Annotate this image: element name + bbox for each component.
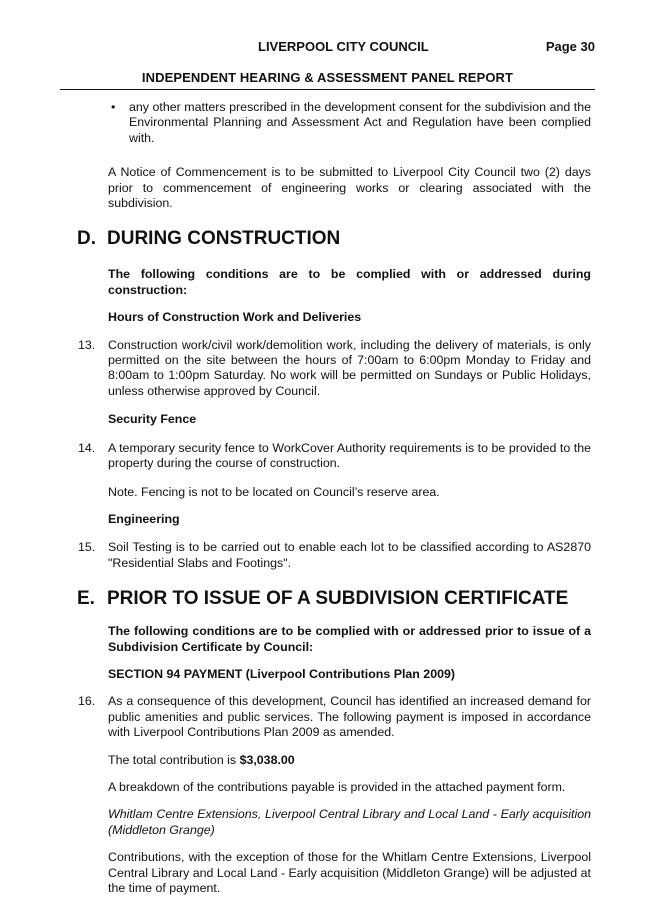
section-d-title: DURING CONSTRUCTION xyxy=(107,228,341,250)
condition-13-number: 13. xyxy=(78,337,96,352)
italic-item: Whitlam Centre Extensions, Liverpool Central Library and Local Land - Early acquisition (Middleton Grange) xyxy=(108,807,591,837)
section-d-intro: The following conditions are to be complied with or addressed during construction: xyxy=(108,267,591,297)
section-d-heading xyxy=(77,228,613,250)
condition-14-text: A temporary security fence to WorkCover Authority requirements is to be provided to the property during the course of construction. xyxy=(108,440,591,471)
condition-14-note: Note. Fencing is not to be located on Council’s reserve area. xyxy=(108,484,440,499)
condition-16-text: As a consequence of this development, Council has identified an increased demand for public amenities and public services. The following payment is imposed in accordance with Liverpool Contributions Plan 2009 as amended. xyxy=(108,694,591,740)
condition-15-text: Soil Testing is to be carried out to enable each lot to be classified according to AS2870 "Residential Slabs and Footings". xyxy=(108,540,591,570)
condition-16-number: 16. xyxy=(78,694,96,709)
condition-14-number: 14. xyxy=(78,440,96,455)
adjustment-paragraph: Contributions, with the exception of those for the Whitlam Centre Extensions, Liverpool Central Library and Local Land - Early acquisition (Middleton Grange) will be adjusted at the time of payment. xyxy=(108,850,591,895)
condition-15-number: 15. xyxy=(78,540,96,555)
total-contribution xyxy=(108,753,591,768)
s94-heading: SECTION 94 PAYMENT (Liverpool Contributions Plan 2009) xyxy=(108,666,455,681)
condition-14 xyxy=(78,440,591,472)
condition-15 xyxy=(78,540,591,571)
bullet-icon: • xyxy=(111,100,116,114)
breakdown-paragraph: A breakdown of the contributions payable is provided in the attached payment form. xyxy=(108,779,566,794)
council-name: LIVERPOOL CITY COUNCIL xyxy=(258,39,429,54)
section-d-letter: D. xyxy=(77,228,96,250)
report-title: INDEPENDENT HEARING & ASSESSMENT PANEL REPORT xyxy=(141,70,514,85)
section-e-letter: E. xyxy=(77,588,95,610)
total-contribution-amount: $3,038.00 xyxy=(239,752,295,767)
bullet-item xyxy=(111,100,591,146)
condition-13-text: Construction work/civil work/demolition work, including the delivery of materials, is only permitted on the site between the hours of 7:00am to 6:00pm Monday to Friday and 8:00am to 1:00pm Saturday. No work will be permitted on Sundays or Public Holidays, unless otherwise approved by Council. xyxy=(108,337,591,398)
engineering-heading: Engineering xyxy=(108,511,180,526)
section-e-title: PRIOR TO ISSUE OF A SUBDIVISION CERTIFICATE xyxy=(107,588,569,610)
condition-16 xyxy=(78,694,591,740)
page-header xyxy=(60,39,595,55)
notice-paragraph: A Notice of Commencement is to be submitted to Liverpool City Council two (2) days prior to commencement of engineering works or clearing associated with the subdivision. xyxy=(108,165,591,211)
page-number: Page 30 xyxy=(545,39,595,54)
fence-heading: Security Fence xyxy=(108,412,197,427)
total-contribution-label: The total contribution is xyxy=(108,752,240,767)
hours-heading: Hours of Construction Work and Deliveries xyxy=(108,310,362,325)
condition-13 xyxy=(78,337,591,400)
section-e-heading xyxy=(77,588,613,610)
header-divider xyxy=(60,89,595,90)
document-body xyxy=(0,100,653,896)
bullet-text: any other matters prescribed in the development consent for the subdivision and the Environmental Planning and Assessment Act and Regulation have been complied with. xyxy=(129,100,591,145)
section-e-intro: The following conditions are to be complied with or addressed prior to issue of a Subdivision Certificate by Council: xyxy=(108,624,591,654)
